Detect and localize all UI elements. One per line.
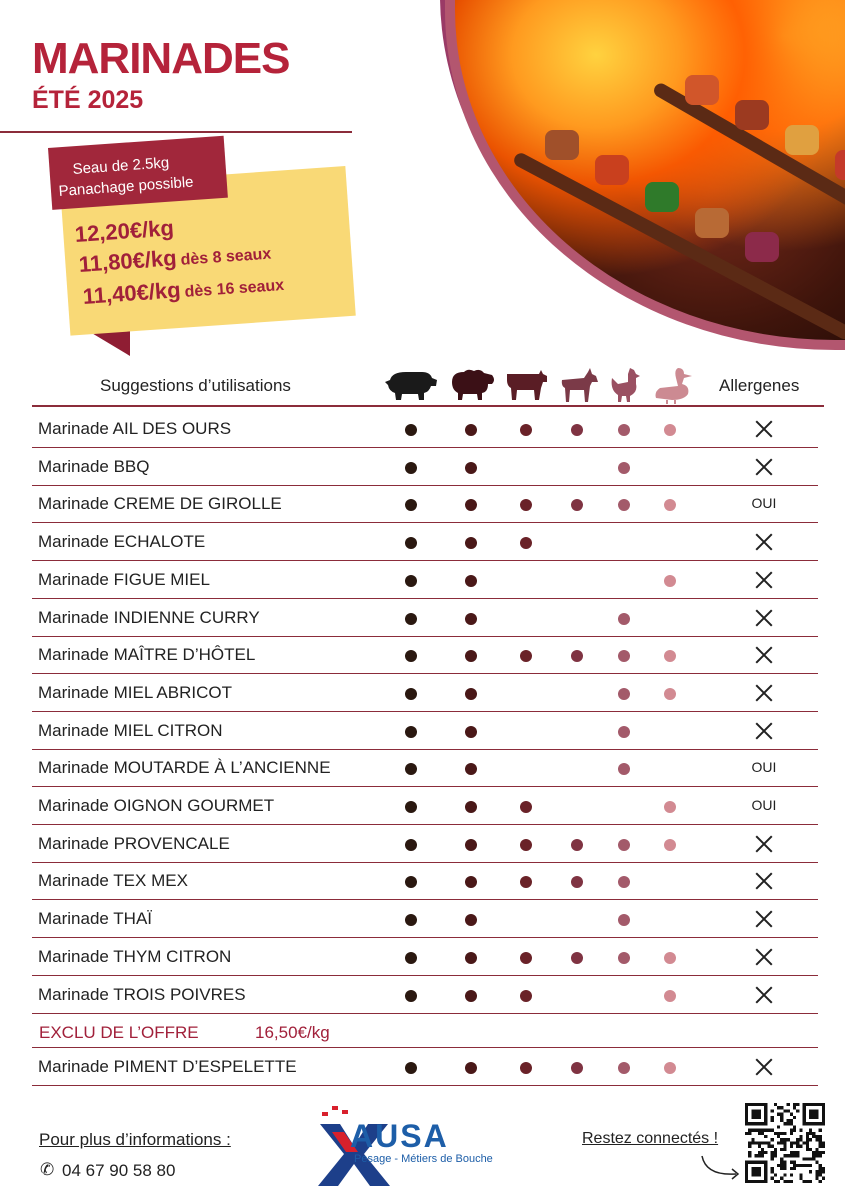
table-row xyxy=(32,599,818,636)
allergen-value: OUI xyxy=(751,797,777,813)
table-row xyxy=(32,674,818,711)
table-row xyxy=(32,523,818,560)
use-dot-chicken xyxy=(618,914,630,926)
qr-code[interactable] xyxy=(745,1103,825,1183)
use-dot-chicken xyxy=(618,839,630,851)
exclusion-price: 16,50€/kg xyxy=(255,1023,330,1042)
use-dot-cow xyxy=(520,990,532,1002)
use-dot-sheep xyxy=(465,537,477,549)
allergen-value: OUI xyxy=(751,759,777,775)
marinade-name: Marinade ECHALOTE xyxy=(38,532,206,551)
use-dot-chicken xyxy=(618,462,630,474)
use-dot-sheep xyxy=(465,424,477,436)
use-dot-pig xyxy=(405,839,417,851)
use-dot-sheep xyxy=(465,726,477,738)
use-dot-duck xyxy=(664,1062,676,1074)
use-dot-sheep xyxy=(465,990,477,1002)
use-dot-goat xyxy=(571,1062,583,1074)
use-dot-goat xyxy=(571,499,583,511)
no-allergen-cross-icon xyxy=(755,1058,773,1076)
xausa-logo-text: AUSA xyxy=(350,1118,449,1154)
info-label: Pour plus d’informations : xyxy=(39,1130,231,1149)
price-condition: dès 8 seaux xyxy=(180,245,272,269)
no-allergen-cross-icon xyxy=(755,420,773,438)
suggestions-header: Suggestions d’utilisations xyxy=(100,376,291,395)
table-row xyxy=(32,410,818,447)
use-dot-pig xyxy=(405,801,417,813)
use-dot-duck xyxy=(664,839,676,851)
table-row xyxy=(32,862,818,899)
use-dot-pig xyxy=(405,990,417,1002)
page-title: MARINADES xyxy=(32,34,290,83)
use-dot-sheep xyxy=(465,876,477,888)
use-dot-chicken xyxy=(618,499,630,511)
use-dot-pig xyxy=(405,462,417,474)
use-dot-pig xyxy=(405,876,417,888)
chicken-icon xyxy=(608,366,642,404)
use-dot-goat xyxy=(571,876,583,888)
no-allergen-cross-icon xyxy=(755,609,773,627)
exclusion-label: EXCLU DE L’OFFRE xyxy=(39,1023,199,1042)
use-dot-pig xyxy=(405,613,417,625)
use-dot-pig xyxy=(405,952,417,964)
bucket-size: Seau de 2.5kg xyxy=(72,154,170,178)
use-dot-sheep xyxy=(465,1062,477,1074)
use-dot-cow xyxy=(520,537,532,549)
no-allergen-cross-icon xyxy=(755,986,773,1004)
price-value: 11,40€/kg xyxy=(82,277,182,309)
use-dot-pig xyxy=(405,537,417,549)
use-dot-pig xyxy=(405,424,417,436)
use-dot-sheep xyxy=(465,839,477,851)
table-row xyxy=(32,938,818,975)
use-dot-pig xyxy=(405,575,417,587)
no-allergen-cross-icon xyxy=(755,722,773,740)
phone-number[interactable]: 04 67 90 58 80 xyxy=(62,1161,176,1180)
no-allergen-cross-icon xyxy=(755,571,773,589)
use-dot-duck xyxy=(664,575,676,587)
marinade-name: Marinade MAÎTRE D’HÔTEL xyxy=(38,645,256,664)
use-dot-duck xyxy=(664,801,676,813)
no-allergen-cross-icon xyxy=(755,835,773,853)
use-dot-sheep xyxy=(465,801,477,813)
cow-icon xyxy=(505,366,549,402)
use-dot-chicken xyxy=(618,726,630,738)
table-row xyxy=(32,485,818,522)
no-allergen-cross-icon xyxy=(755,948,773,966)
no-allergen-cross-icon xyxy=(755,458,773,476)
table-row xyxy=(32,825,818,862)
marinade-name: Marinade TEX MEX xyxy=(38,871,188,890)
use-dot-cow xyxy=(520,1062,532,1074)
use-dot-chicken xyxy=(618,688,630,700)
use-dot-duck xyxy=(664,650,676,662)
use-dot-pig xyxy=(405,914,417,926)
use-dot-sheep xyxy=(465,462,477,474)
use-dot-sheep xyxy=(465,914,477,926)
table-row xyxy=(32,712,818,749)
use-dot-chicken xyxy=(618,876,630,888)
title-divider xyxy=(0,131,352,133)
marinade-name: Marinade MIEL ABRICOT xyxy=(38,683,232,702)
price-condition: dès 16 seaux xyxy=(184,276,285,301)
use-dot-pig xyxy=(405,650,417,662)
use-dot-sheep xyxy=(465,763,477,775)
allergens-header: Allergenes xyxy=(719,376,800,395)
marinade-name: Marinade INDIENNE CURRY xyxy=(38,608,260,627)
phone-icon: ✆ xyxy=(40,1160,55,1179)
pig-icon xyxy=(384,366,438,402)
use-dot-duck xyxy=(664,952,676,964)
marinade-name: Marinade CREME DE GIROLLE xyxy=(38,494,282,513)
no-allergen-cross-icon xyxy=(755,646,773,664)
use-dot-cow xyxy=(520,801,532,813)
marinade-name: Marinade OIGNON GOURMET xyxy=(38,796,275,815)
use-dot-cow xyxy=(520,876,532,888)
marinade-name: Marinade AIL DES OURS xyxy=(38,419,232,438)
use-dot-cow xyxy=(520,839,532,851)
sheep-icon xyxy=(448,366,496,402)
use-dot-goat xyxy=(571,424,583,436)
table-row xyxy=(32,448,818,485)
no-allergen-cross-icon xyxy=(755,910,773,928)
price-value: 12,20€/kg xyxy=(74,215,175,247)
row-divider xyxy=(32,1013,818,1014)
allergen-value: OUI xyxy=(751,495,777,511)
use-dot-cow xyxy=(520,650,532,662)
curved-arrow-icon xyxy=(700,1150,744,1184)
use-dot-sheep xyxy=(465,499,477,511)
use-dot-goat xyxy=(571,839,583,851)
use-dot-duck xyxy=(664,990,676,1002)
use-dot-pig xyxy=(405,763,417,775)
use-dot-chicken xyxy=(618,763,630,775)
marinade-name: Marinade TROIS POIVRES xyxy=(38,985,246,1004)
use-dot-goat xyxy=(571,952,583,964)
use-dot-chicken xyxy=(618,424,630,436)
table-header-divider xyxy=(32,405,824,407)
no-allergen-cross-icon xyxy=(755,684,773,702)
use-dot-cow xyxy=(520,952,532,964)
use-dot-chicken xyxy=(618,1062,630,1074)
use-dot-cow xyxy=(520,424,532,436)
no-allergen-cross-icon xyxy=(755,533,773,551)
use-dot-duck xyxy=(664,424,676,436)
row-divider xyxy=(32,1085,818,1086)
use-dot-pig xyxy=(405,726,417,738)
use-dot-sheep xyxy=(465,952,477,964)
marinade-name: Marinade MIEL CITRON xyxy=(38,721,223,740)
use-dot-duck xyxy=(664,499,676,511)
use-dot-sheep xyxy=(465,613,477,625)
table-row xyxy=(32,561,818,598)
connect-label: Restez connectés ! xyxy=(582,1130,719,1147)
marinade-name: Marinade FIGUE MIEL xyxy=(38,570,210,589)
use-dot-pig xyxy=(405,499,417,511)
xausa-logo-tagline: Pesage - Métiers de Bouche xyxy=(354,1153,493,1165)
marinade-name: Marinade PIMENT D’ESPELETTE xyxy=(38,1057,297,1076)
marinade-name: Marinade MOUTARDE À L’ANCIENNE xyxy=(38,758,331,777)
marinade-name: Marinade THYM CITRON xyxy=(38,947,232,966)
use-dot-cow xyxy=(520,499,532,511)
table-row xyxy=(32,900,818,937)
marinade-name: Marinade BBQ xyxy=(38,457,150,476)
grill-photo xyxy=(455,0,845,340)
use-dot-sheep xyxy=(465,575,477,587)
use-dot-goat xyxy=(571,650,583,662)
use-dot-chicken xyxy=(618,650,630,662)
marinade-name: Marinade THAÏ xyxy=(38,909,153,928)
table-row xyxy=(32,749,818,786)
page-subtitle: ÉTÉ 2025 xyxy=(32,86,144,114)
table-row xyxy=(32,636,818,673)
use-dot-pig xyxy=(405,1062,417,1074)
table-row xyxy=(32,787,818,824)
price-value: 11,80€/kg xyxy=(78,245,178,277)
use-dot-duck xyxy=(664,688,676,700)
table-row xyxy=(32,1048,818,1085)
no-allergen-cross-icon xyxy=(755,872,773,890)
goat-icon xyxy=(558,366,600,404)
use-dot-chicken xyxy=(618,952,630,964)
use-dot-sheep xyxy=(465,650,477,662)
marinade-name: Marinade PROVENCALE xyxy=(38,834,230,853)
use-dot-sheep xyxy=(465,688,477,700)
use-dot-chicken xyxy=(618,613,630,625)
use-dot-pig xyxy=(405,688,417,700)
mix-note: Panachage possible xyxy=(58,173,195,200)
duck-icon xyxy=(652,366,694,404)
table-row xyxy=(32,976,818,1013)
